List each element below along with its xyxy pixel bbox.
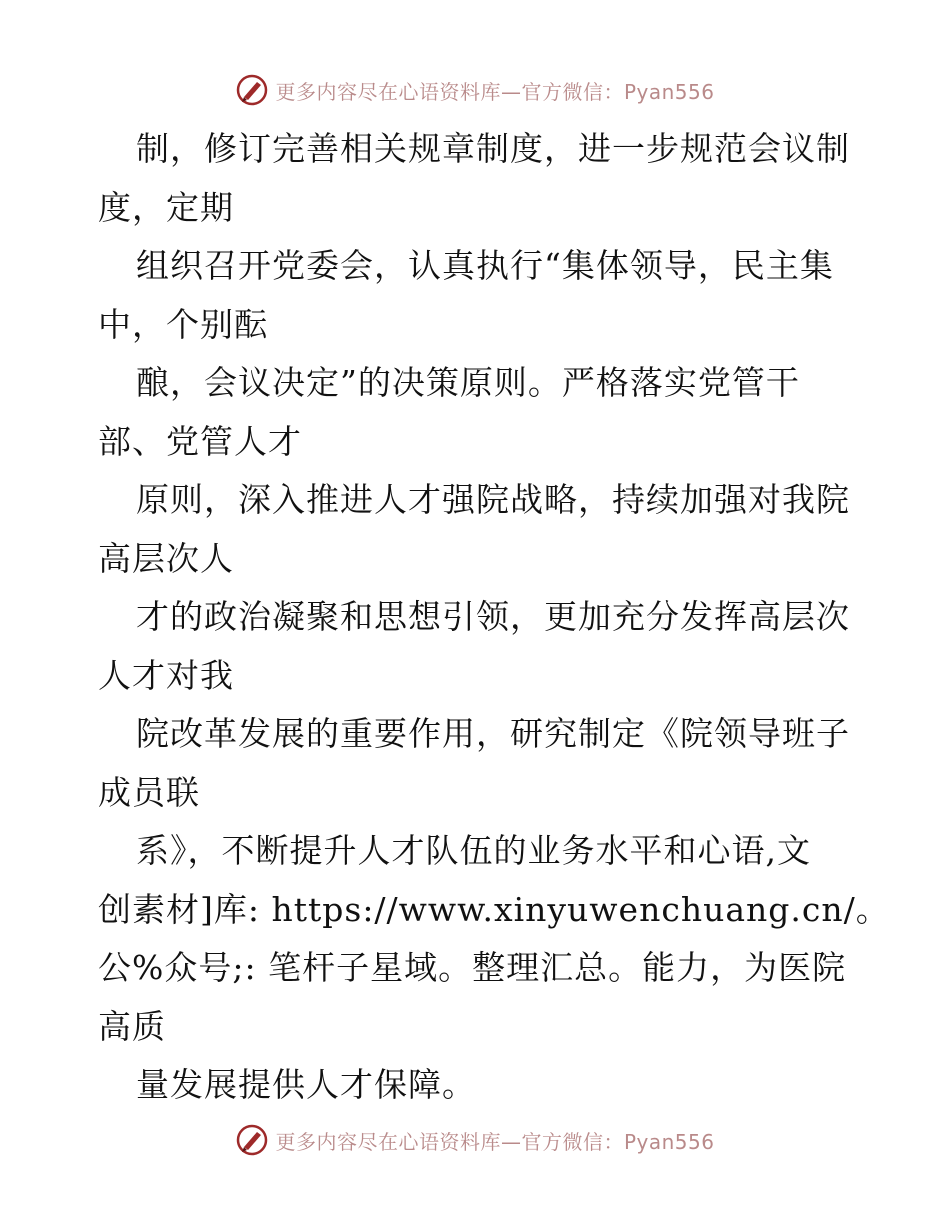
text-line: 才的政治凝聚和思想引领，更加充分发挥高层次 — [136, 597, 850, 636]
text-line: 部、党管人才 — [98, 421, 302, 461]
text-line: 度，定期 — [98, 187, 234, 227]
header-watermark — [0, 70, 950, 110]
text-line: 人才对我 — [98, 655, 234, 695]
text-line: 制，修订完善相关规章制度，进一步规范会议制 — [136, 129, 850, 168]
document-body — [98, 120, 890, 1115]
text-line: 量发展提供人才保障。 — [136, 1065, 476, 1104]
text-line: 酿，会议决定”的决策原则。严格落实党管干 — [136, 363, 800, 402]
text-line: 高质 — [98, 1006, 166, 1046]
footer-watermark — [0, 1120, 950, 1160]
text-line: 系》，不断提升人才队伍的业务水平和心语,文 — [136, 831, 811, 870]
text-line: 高层次人 — [98, 538, 234, 578]
pen-circle-logo-icon — [235, 73, 269, 107]
text-line: 院改革发展的重要作用，研究制定《院领导班子 — [136, 714, 850, 753]
text-line: 组织召开党委会，认真执行“集体领导，民主集 — [136, 246, 834, 285]
text-line: 成员联 — [98, 772, 200, 812]
watermark-text: 更多内容尽在心语资料库—官方微信：Pyan556 — [275, 1129, 715, 1154]
pen-circle-logo-icon — [235, 1123, 269, 1157]
text-line: 原则，深入推进人才强院战略，持续加强对我院 — [136, 480, 850, 519]
watermark-text: 更多内容尽在心语资料库—官方微信：Pyan556 — [275, 79, 715, 104]
text-line: 中，个别酝 — [98, 304, 268, 344]
text-line: 创素材]库: https://www.xinyuwenchuang.cn/。 — [98, 889, 890, 929]
text-line: 公%众号;: 笔杆子星域。整理汇总。能力，为医院 — [98, 948, 847, 987]
